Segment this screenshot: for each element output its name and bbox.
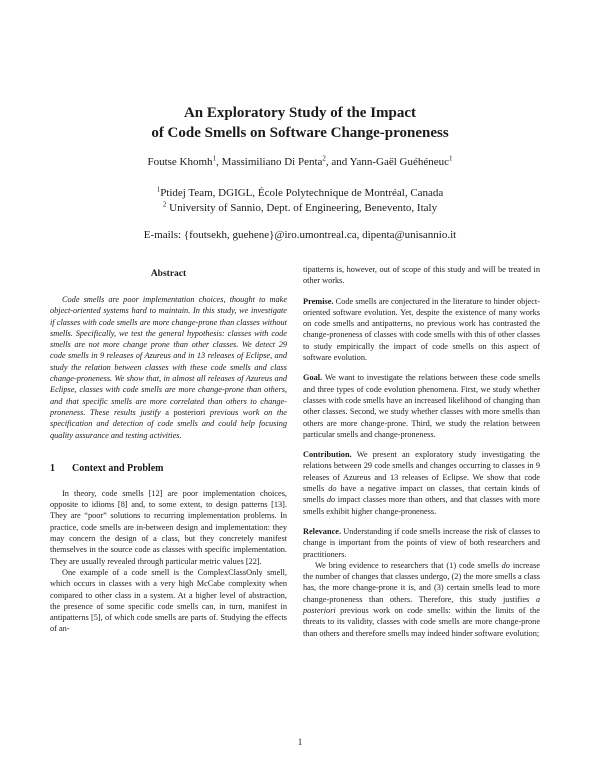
author-3-affiliation-mark: 1 bbox=[449, 154, 453, 163]
body-paragraph: One example of a code smell is the ComplexClassOnly smell, which occurs in classes with a very high McCabe complexity when compared to other class in a system. At a higher level of abstraction, the presence of some specific code smells can, in turn, manifest in antipatterns [5], of which code smells are parts of. Studying the effects of an- bbox=[50, 567, 287, 634]
section-number: 1 bbox=[50, 462, 55, 474]
goal-heading: Goal. bbox=[303, 373, 323, 383]
affiliation-1-text: Ptidej Team, DGIGL, École Polytechnique de Montréal, Canada bbox=[160, 187, 444, 199]
section-heading bbox=[50, 463, 287, 475]
goal-paragraph: Goal. We want to investigate the relations between these code smells and three types of code evolution phenomena. First, we study whether classes with code smells have an increased likelihood of changing than other classes. Second, we study whether classes with more smells than others are more change-prone. Third, we study the relation between particular smells and change-proneness. bbox=[303, 373, 540, 439]
author-2-affiliation-mark: 2 bbox=[322, 154, 326, 163]
author-1-affiliation-mark: 1 bbox=[212, 154, 217, 163]
affiliation-1-mark: 1 bbox=[156, 185, 161, 194]
abstract-text: Code smells are poor implementation choices, thought to make object-oriented systems hard to maintain. In this study, we investigate if classes with code smells are more change-prone than classes without smells. Specifically, we test the general hypothesis: classes with code smells are not more change prone than other classes. We detect 29 code smells in 9 releases of Azureus and in 13 releases of Eclipse, and study the relation between classes with these code smells and class change-proneness. We show that, in almost all releases of Azureus and Eclipse, classes with code smells are more change-prone than others, and that specific smells are more correlated than others to change-proneness. These results justify a posteriori previous work on the specification and detection of code smells and could help focusing quality assurance and testing activities. bbox=[50, 295, 287, 440]
title-line-1: An Exploratory Study of the Impact bbox=[183, 105, 417, 121]
right-column bbox=[303, 264, 540, 639]
author-separator: , and bbox=[325, 156, 350, 168]
author-1: Foutse Khomh bbox=[147, 156, 213, 168]
author-list bbox=[0, 155, 600, 169]
page-number: 1 bbox=[297, 737, 303, 747]
evidence-paragraph: We bring evidence to researchers that (1) code smells do increase the number of changes that classes undergo, (2) the more smells a class has, the more change-prone it is, and (3) certain smells lead to more change-proneness than others. Therefore, this study justifies a posteriori previous work on code smells: within the limits of the threats to its validity, classes with code smells are more change-prone than others and therefore smells may indeed hinder software evolution; bbox=[303, 560, 540, 638]
premise-heading: Premise. bbox=[303, 296, 334, 306]
abstract-heading: Abstract bbox=[150, 269, 187, 279]
relevance-heading: Relevance. bbox=[303, 526, 342, 536]
premise-paragraph: Premise. Code smells are conjectured in the literature to hinder object-oriented software evolution. Yet, despite the existence of many works on code smells and antipatterns, no previous work has contrasted the change-proneness of classes with code smells with this of other classes to study empirically the impact of code smells on this aspect of software evolution. bbox=[303, 296, 540, 363]
affiliation-2-mark: 2 bbox=[162, 199, 167, 208]
author-emails: E-mails: {foutsekh, guehene}@iro.umontreal.ca, dipenta@unisannio.it bbox=[143, 229, 457, 241]
title-line-2: of Code Smells on Software Change-proneness bbox=[151, 125, 449, 141]
contribution-paragraph: Contribution. We present an exploratory study investigating the relations between 29 code smells and changes occurring to classes in 9 releases of Azureus and 13 releases of Eclipse. We show that code smells do have a negative impact on classes, that certain kinds of smells do impact classes more than others, and that classes with more smells exhibit higher change-proneness. bbox=[303, 450, 540, 516]
author-2: Massimiliano Di Penta bbox=[221, 156, 323, 168]
section-title: Context and Problem bbox=[72, 462, 164, 474]
author-separator: , bbox=[216, 156, 222, 168]
affiliations bbox=[0, 186, 600, 215]
contribution-heading: Contribution. bbox=[303, 450, 352, 460]
left-column bbox=[50, 268, 287, 635]
affiliation-1 bbox=[0, 186, 600, 201]
affiliation-2-text: University of Sannio, Dept. of Engineering, Benevento, Italy bbox=[166, 201, 438, 214]
body-paragraph: In theory, code smells [12] are poor implementation choices, opposite to idioms [8] and, to some extent, to design patterns [13]. They are “poor” solutions to recurring implementation problems. In practice, code smells are in-between design and implementation: they may concern the design of a class, but they concretely manifest themselves in the source code as classes with specific implementation. They are usually revealed through particular metric values [22]. bbox=[50, 488, 287, 566]
paper-title bbox=[0, 103, 600, 143]
author-3: Yann-Gaël Guéhéneuc bbox=[349, 156, 450, 168]
body-paragraph-continued: tipatterns is, however, out of scope of this study and will be treated in other works. bbox=[303, 265, 540, 286]
relevance-paragraph: Relevance. Understanding if code smells increase the risk of classes to change is important from the points of view of both researchers and practitioners. bbox=[303, 526, 540, 559]
affiliation-2 bbox=[0, 201, 600, 216]
